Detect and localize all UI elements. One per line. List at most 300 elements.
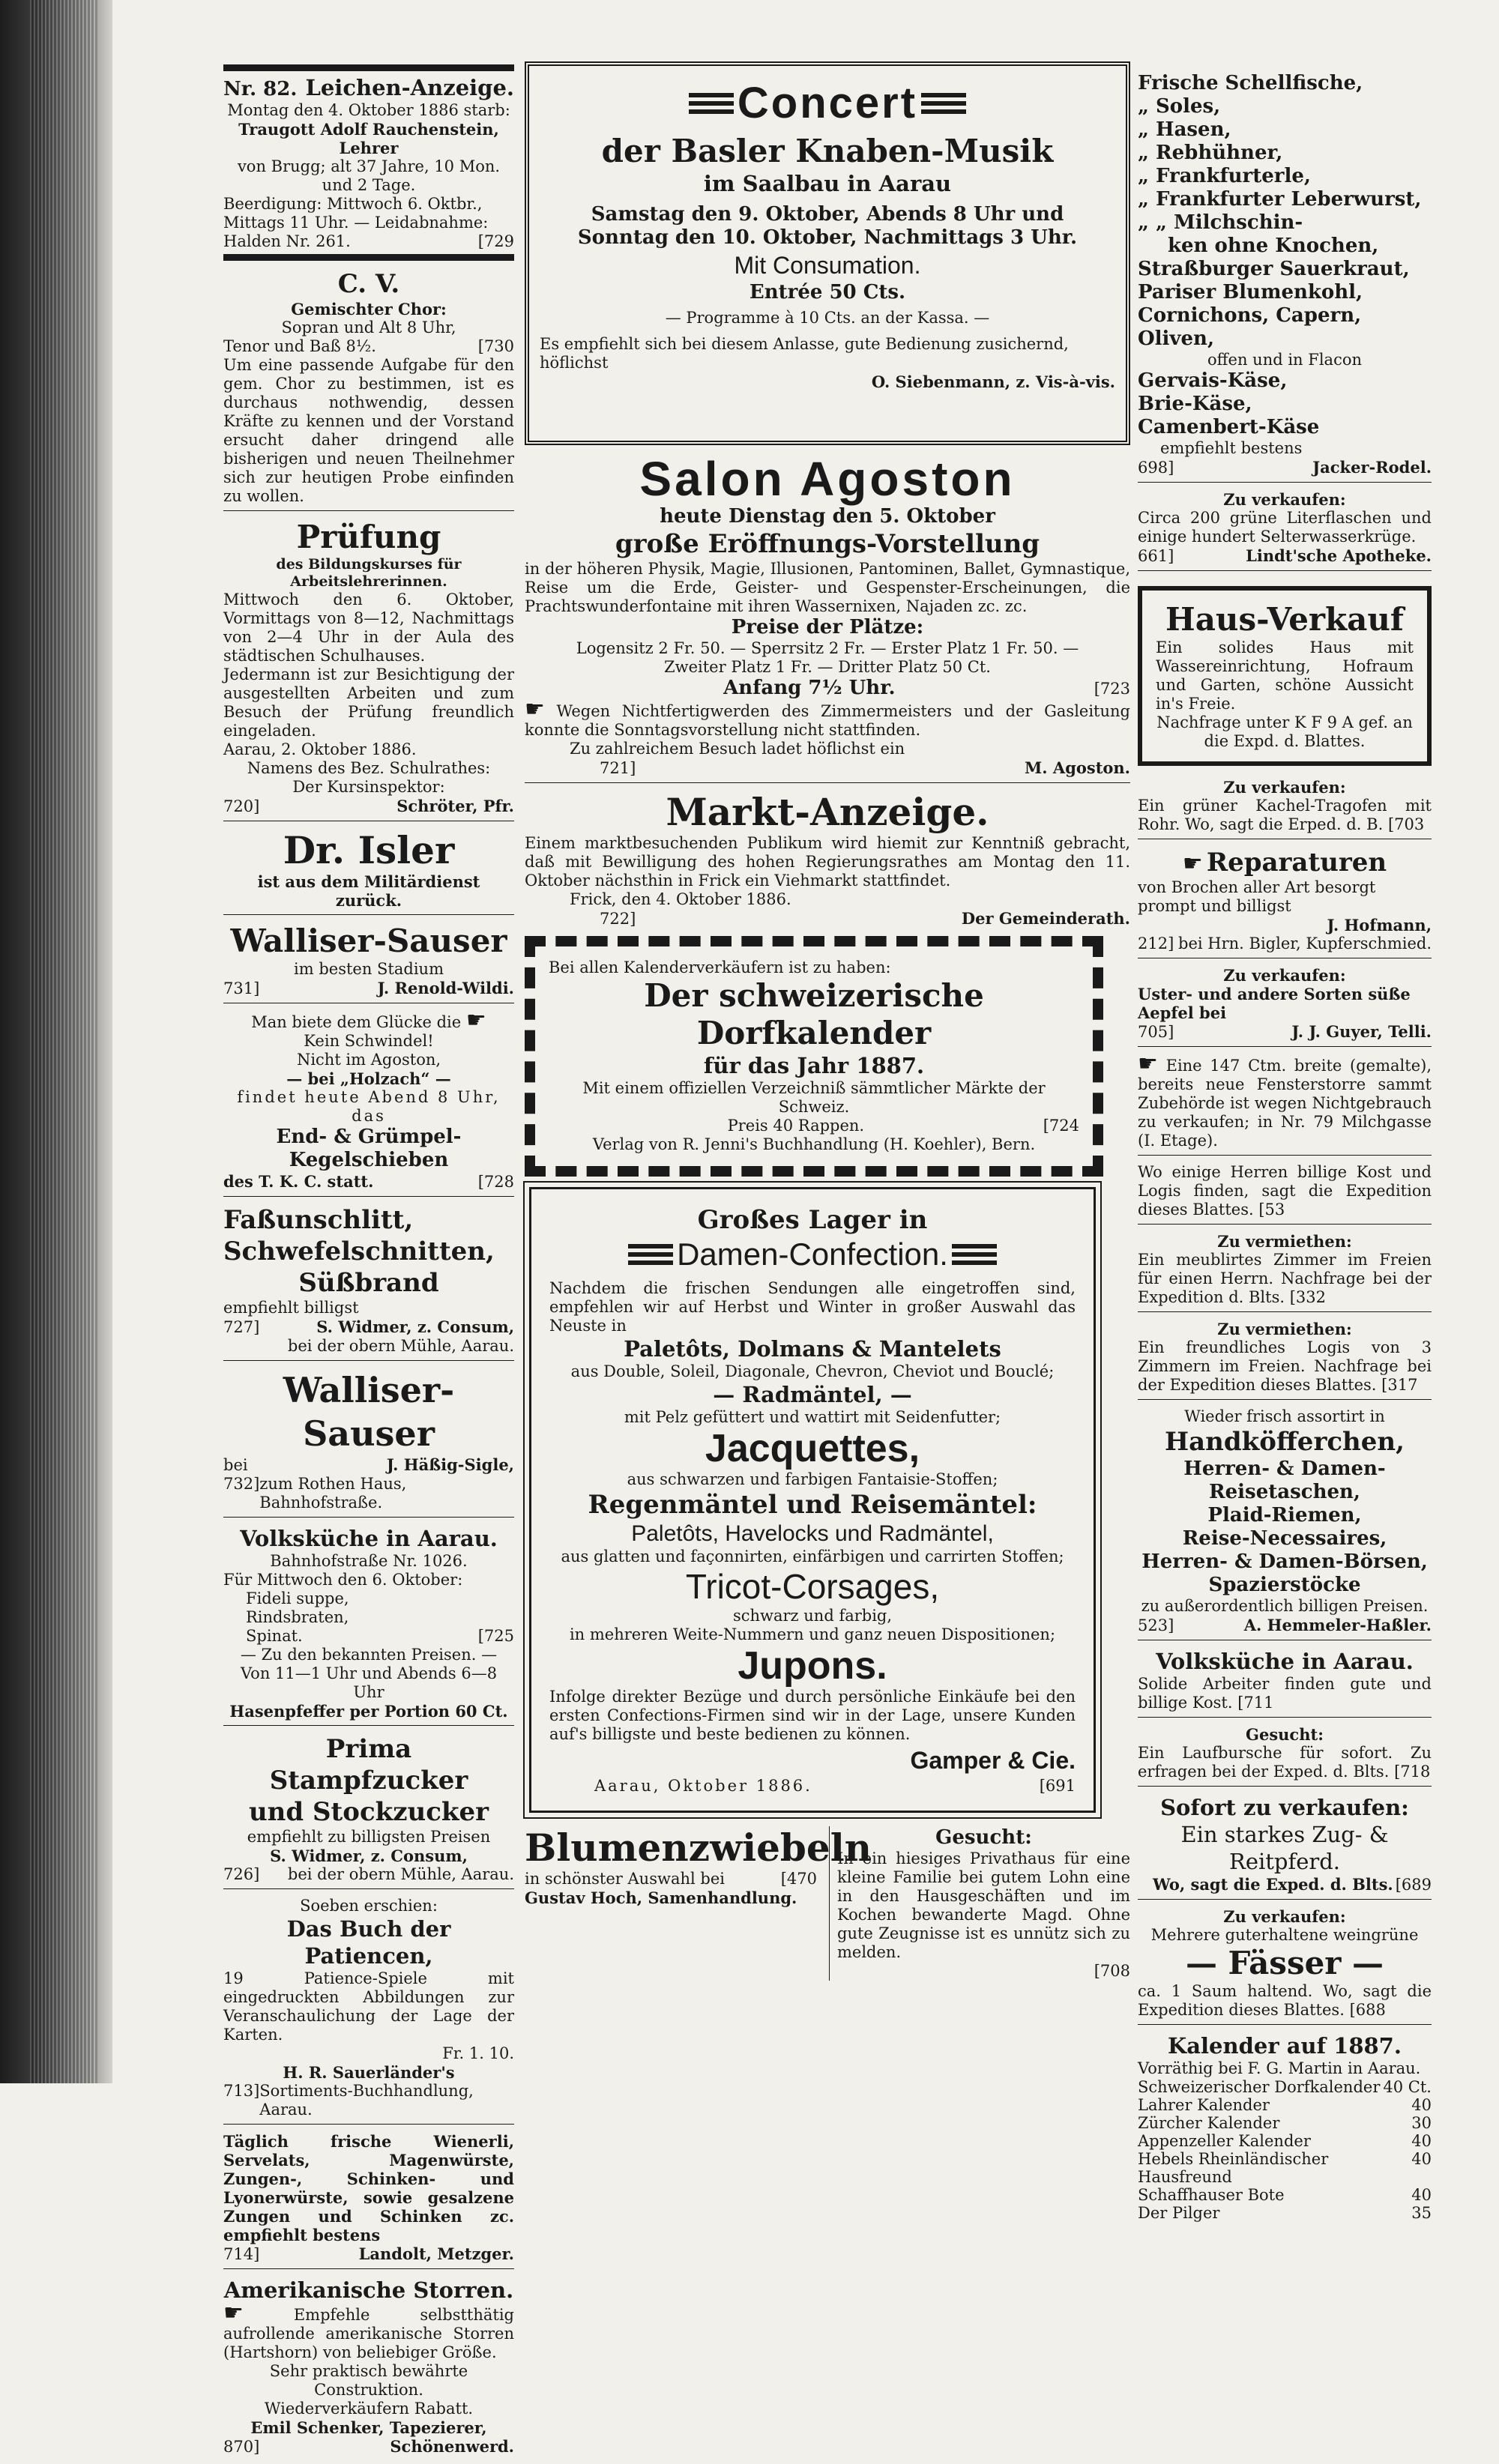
zucker-t1: Prima Stampfzucker	[269, 1734, 468, 1796]
gesucht-title: Gesucht:	[935, 1826, 1032, 1849]
rule	[1138, 1155, 1432, 1156]
dorf-ref: [724	[1043, 1117, 1079, 1135]
haus-text: Ein solides Haus mit Wassereinrichtung, Hofraum und Garten, schöne Aussicht in's Freie.	[1156, 638, 1414, 713]
kalender-row-name: Schaffhauser Bote	[1138, 2186, 1285, 2204]
volkskueche-ad-2	[1138, 1648, 1432, 1718]
sauser-ad-2	[223, 1368, 514, 1518]
bars-ornament	[921, 93, 966, 114]
fische-ref: 698]	[1138, 459, 1174, 477]
conf-item-6: Tricot-Corsages,	[685, 1567, 940, 1606]
concert-entree: Entrée 50 Cts.	[749, 281, 906, 304]
pruefung-sign-2: Der Kursinspektor:	[292, 778, 445, 796]
kalender-row	[1138, 2186, 1432, 2204]
fensterstorre-ad	[1138, 1051, 1432, 1156]
koffer-name: A. Hemmeler-Haßler.	[1243, 1616, 1432, 1634]
cv-sub: Gemischter Chor:	[291, 300, 447, 318]
pruefung-sub: des Bildungskurses für Arbeitslehrerinnen.	[276, 556, 462, 590]
pruefung-name: Schröter, Pfr.	[396, 797, 514, 815]
sauser-ad-1	[223, 923, 514, 1003]
rule	[1138, 1899, 1432, 1900]
kalender-row-price: 40	[1411, 2150, 1432, 2168]
sauser-1-sub: im besten Stadium	[294, 960, 444, 978]
conf-item-6-sub-1: schwarz und farbig,	[732, 1607, 893, 1625]
reparaturen-ad	[1138, 847, 1432, 958]
sauser-1-ref: 731]	[223, 979, 260, 997]
pruefung-place: Aarau, 2. Oktober 1886.	[223, 740, 417, 758]
kalender-row-price: 30	[1411, 2114, 1432, 2132]
fische-item: Pariser Blumenkohl,	[1138, 281, 1363, 304]
rule	[1138, 570, 1432, 571]
gesucht-magd-ad	[829, 1826, 1130, 1981]
bursche-ref: [718	[1394, 1763, 1431, 1781]
blumen-title: Blumenzwiebeln	[525, 1826, 872, 1870]
patiencen-title: Das Buch der Patiencen,	[286, 1916, 451, 1969]
patiencen-name: H. R. Sauerländer's	[283, 2063, 455, 2082]
kalender-title: Kalender auf 1887.	[1168, 2033, 1402, 2059]
faesser-text: ca. 1 Saum haltend. Wo, sagt die Expedition dieses Blattes.	[1138, 1982, 1432, 2019]
koffer-pre: Wieder frisch assortirt in	[1184, 1407, 1385, 1425]
rule	[223, 1725, 514, 1726]
conf-item-3-sub: aus schwarzen und farbigen Fantaisie-Stoffen;	[627, 1470, 998, 1488]
middle-column	[525, 61, 1130, 1981]
bars-ornament	[689, 93, 734, 114]
pferd-sub: Ein starkes Zug- & Reitpferd.	[1180, 1822, 1389, 1874]
conf-ref: [691	[1039, 1777, 1076, 1795]
cv-line-1: Sopran und Alt 8 Uhr,	[281, 318, 456, 336]
conf-firm: Gamper & Cie.	[910, 1747, 1076, 1774]
handkoefferchen-ad	[1138, 1407, 1432, 1640]
bars-ornament	[952, 1244, 997, 1265]
kalender-l1: Vorräthig bei F. G. Martin in Aarau.	[1138, 2059, 1421, 2077]
storren-l2: Sehr praktisch bewährte Construktion.	[269, 2362, 468, 2399]
lindt-name: Lindt'sche Apotheke.	[1246, 546, 1432, 565]
conf-t1: Großes Lager in	[697, 1205, 928, 1235]
rule	[1138, 2024, 1432, 2025]
conf-text: Nachdem die frischen Sendungen alle eingetroffen sind, empfehlen wir auf Herbst und Winter in großer Auswahl das Neuste in	[549, 1279, 1076, 1335]
salon-ref: [723	[1094, 680, 1130, 698]
pointing-hand-icon: ☛	[525, 696, 545, 722]
rule	[1138, 1046, 1432, 1047]
rule	[223, 1888, 514, 1889]
logis-ad	[1138, 1320, 1432, 1400]
cv-ref: [730	[477, 337, 514, 355]
kalender-row-price: 40	[1411, 2096, 1432, 2114]
landolt-ref: 714]	[223, 2245, 260, 2263]
kalender-row-name: Lahrer Kalender	[1138, 2096, 1270, 2114]
reitpferd-ad	[1138, 1794, 1432, 1900]
kalender-row	[1138, 2204, 1432, 2222]
pruefung-title: Prüfung	[296, 519, 441, 555]
kalender-row-name: Appenzeller Kalender	[1138, 2132, 1311, 2150]
volks-1-item: Rindsbraten,	[246, 1608, 349, 1626]
cv-line-2: Tenor und Baß 8½.	[223, 337, 376, 355]
fische-item: Cornichons, Capern, Oliven,	[1138, 304, 1362, 350]
kegelschieben-ad	[223, 1007, 514, 1197]
fassun-ref: 727]	[223, 1318, 260, 1336]
salon-date: heute Dienstag den 5. Oktober	[660, 505, 995, 528]
fassun-t3: Süßbrand	[298, 1268, 439, 1298]
fische-item: „ Rebhühner,	[1138, 142, 1283, 164]
dorfkalender-ad	[525, 936, 1103, 1177]
rule	[1138, 1717, 1432, 1718]
pruefung-text-2: Jedermann ist zur Besichtigung der ausgestellten Arbeiten und zum Besuch der Prüfung freundlich eingeladen.	[223, 665, 514, 740]
agoston-ref: [728	[477, 1173, 514, 1191]
volks-1-l3: — Zu den bekannten Preisen. —	[240, 1646, 498, 1664]
sauser-2-title: Walliser-Sauser	[283, 1370, 455, 1454]
logis-text: Ein freundliches Logis von 3 Zimmern im Freien. Nachfrage bei der Expedition dieses Blattes.	[1138, 1338, 1432, 1394]
volks-2-title: Volksküche in Aarau.	[1156, 1649, 1414, 1674]
markt-title: Markt-Anzeige.	[666, 790, 989, 834]
conf-item-6-sub-2: in mehreren Weite-Nummern und ganz neuen Dispositionen;	[569, 1625, 1056, 1643]
agoston-l2: Kein Schwindel!	[304, 1032, 434, 1050]
volks-1-l2: Für Mittwoch den 6. Oktober:	[223, 1571, 463, 1589]
fassun-name: S. Widmer, z. Consum,	[316, 1317, 514, 1336]
damen-confection-ad	[529, 1187, 1096, 1813]
dorf-verlag: Verlag von R. Jenni's Buchhandlung (H. Koehler), Bern.	[592, 1135, 1036, 1153]
concert-date-2: Sonntag den 10. Oktober, Nachmittags 3 Uhr.	[577, 226, 1078, 249]
agoston-l1: Man biete dem Glücke die	[251, 1013, 462, 1031]
dorf-title: Der schweizerische Dorfkalender	[644, 977, 984, 1051]
isler-title: Dr. Isler	[283, 828, 455, 872]
concert-sub: der Basler Knaben-Musik	[601, 133, 1054, 169]
koffer-l2: Plaid-Riemen,	[1207, 1504, 1362, 1527]
kalender-row-name: Schweizerischer Dorfkalender	[1138, 2078, 1381, 2096]
volks-2-text: Solide Arbeiter finden gute und billige Kost.	[1138, 1675, 1432, 1712]
schellfische-ad	[1138, 72, 1432, 483]
fische-item: „ Frankfurterle,	[1138, 165, 1311, 187]
kalender-row	[1138, 2150, 1432, 2186]
storren-addr: Schönenwerd.	[390, 2437, 514, 2456]
zimmer-text: Ein meublirtes Zimmer im Freien für einen Herrn. Nachfrage bei der Expedition d. Blts.	[1138, 1251, 1432, 1306]
leichen-line-7: Halden Nr. 261.	[223, 232, 351, 250]
rule	[223, 2124, 514, 2125]
concert-name: O. Siebenmann, z. Vis-à-vis.	[871, 372, 1115, 391]
rule	[1138, 1224, 1432, 1225]
cv-chor	[223, 268, 514, 511]
dorf-l2: Mit einem offiziellen Verzeichniß sämmtlicher Märkte der Schweiz.	[582, 1079, 1046, 1116]
zimmer-title: Zu vermiethen:	[1217, 1232, 1352, 1251]
kalender-ad	[1138, 2032, 1432, 2222]
aepfel-text: Uster- und andere Sorten süße Aepfel bei	[1138, 985, 1411, 1022]
rule	[223, 914, 514, 915]
zucker-t2: und Stockzucker	[248, 1797, 489, 1827]
fische-item: offen und in Flacon	[1207, 351, 1362, 369]
koffer-l4: Herren- & Damen-Börsen,	[1141, 1550, 1428, 1573]
fische-item: Gervais-Käse,	[1138, 369, 1288, 392]
repar-title: Reparaturen	[1206, 848, 1387, 878]
rule	[1138, 1311, 1432, 1312]
bottom-row	[525, 1826, 1130, 1981]
landolt-text: Täglich frische Wienerli, Servelats, Magenwürste, Zungen-, Schinken- und Lyonerwürste, sowie gesalzene Zungen und Schinken zc. empfiehlt bestens	[223, 2132, 514, 2244]
zucker-name: S. Widmer, z. Consum,	[270, 1847, 468, 1865]
conf-item-4: Regenmäntel und Reisemäntel:	[588, 1490, 1037, 1520]
fische-item: Frische Schellfische,	[1138, 72, 1363, 94]
conf-item-1-sub: aus Double, Soleil, Diagonale, Chevron, Cheviot und Bouclé;	[570, 1362, 1055, 1380]
rule	[223, 510, 514, 511]
kalender-row	[1138, 2096, 1432, 2114]
rule	[1138, 1786, 1432, 1787]
zucker-addr: bei der obern Mühle, Aarau.	[287, 1865, 514, 1883]
pointing-hand-icon: ☛	[223, 2300, 244, 2326]
rule	[1138, 1399, 1432, 1400]
pruefung-ref: 720]	[223, 797, 260, 815]
storren-text: Empfehle selbstthätig aufrollende amerikanische Storren (Hartshorn) von beliebiger Größe.	[223, 2306, 514, 2361]
fische-item: Camenbert-Käse	[1138, 416, 1320, 438]
kalender-row-name: Hebels Rheinländischer Hausfreund	[1138, 2150, 1329, 2186]
conf-item-7: Jupons.	[738, 1644, 887, 1688]
volks-1-item: Fideli suppe,	[246, 1589, 349, 1607]
landolt-name: Landolt, Metzger.	[358, 2244, 514, 2263]
fassun-t1: Faßunschlitt,	[223, 1205, 414, 1235]
concert-date-1: Samstag den 9. Oktober, Abends 8 Uhr und	[591, 203, 1064, 226]
pointing-hand-icon: ☛	[1138, 1051, 1158, 1077]
kachel-ref: [703	[1387, 815, 1425, 833]
storren-title: Amerikanische Storren.	[223, 2277, 514, 2303]
volks-1-l4: Von 11—1 Uhr und Abends 6—8 Uhr	[240, 1664, 498, 1701]
fische-item: „ Frankfurter Leberwurst,	[1138, 188, 1422, 211]
salon-note: Wegen Nichtfertigwerden des Zimmermeisters und der Gasleitung konnte die Sonntagsvorstellung nicht stattfinden.	[525, 702, 1130, 739]
koffer-l3: Reise-Necessaires,	[1182, 1527, 1387, 1550]
storren-ad	[223, 2277, 514, 2457]
dorf-year: für das Jahr 1887.	[703, 1053, 925, 1078]
kost-text: Wo einige Herren billige Kost und Logis finden, sagt die Expedition dieses Blattes.	[1138, 1163, 1432, 1219]
aepfel-title: Zu verkaufen:	[1223, 966, 1346, 985]
literflaschen-ad	[1138, 490, 1432, 571]
pruefung-sign-1: Namens des Bez. Schulrathes:	[247, 759, 491, 777]
faesser-ad	[1138, 1907, 1432, 2025]
salon-title: Salon Agoston	[639, 452, 1016, 506]
volks-1-l1: Bahnhofstraße Nr. 1026.	[270, 1552, 468, 1570]
kalender-row-price: 40	[1411, 2132, 1432, 2150]
faesser-l1: Mehrere guterhaltene weingrüne	[1150, 1926, 1419, 1944]
sauser-2-addr: zum Rothen Haus, Bahnhofstraße.	[259, 1475, 407, 1512]
fische-sub: empfiehlt bestens	[1160, 439, 1303, 457]
conf-item-5-sub: aus glatten und façonnirten, einfärbigen und carrirten Stoffen;	[561, 1547, 1064, 1565]
pointing-hand-icon: ☛	[1182, 851, 1203, 877]
kalender-row-price: 35	[1411, 2204, 1432, 2222]
pferd-text: Wo, sagt die Exped. d. Blts.	[1153, 1875, 1393, 1894]
leichen-anzeige	[223, 64, 514, 261]
conf-text-2: Infolge direkter Bezüge und durch persönliche Einkäufe bei den ersten Confections-Firmen sind wir in der Lage, unsere Kunden auf's billigste und beste bedienen zu können.	[549, 1688, 1076, 1743]
salon-p2: Zweiter Platz 1 Fr. — Dritter Platz 50 Ct.	[664, 658, 991, 676]
agoston-l6: End- & Grümpel-Kegelschieben	[276, 1126, 462, 1171]
logis-ref: [317	[1381, 1376, 1418, 1394]
fassun-t2: Schwefelschnitten,	[223, 1236, 495, 1266]
repar-name: J. Hofmann,	[1327, 916, 1432, 934]
lindt-ref: 661]	[1138, 547, 1174, 565]
leichen-line-3: von Brugg; alt 37 Jahre, 10 Mon.	[237, 157, 501, 175]
rule	[223, 254, 514, 261]
salon-name: M. Agoston.	[1025, 758, 1130, 777]
storren-name: Emil Schenker, Tapezierer,	[250, 2418, 487, 2437]
kalender-row-price: 40 Ct.	[1383, 2078, 1432, 2096]
leichen-line-1: Montag den 4. Oktober 1886 starb:	[227, 101, 510, 119]
koffer-l1: Herren- & Damen-Reisetaschen,	[1183, 1458, 1386, 1503]
volks-1-title: Volksküche in Aarau.	[240, 1526, 498, 1551]
laufbursche-ad	[1138, 1725, 1432, 1787]
kalender-row	[1138, 2114, 1432, 2132]
markt-place: Frick, den 4. Oktober 1886.	[570, 890, 791, 908]
rule	[1138, 482, 1432, 483]
kalender-row	[1138, 2078, 1432, 2096]
koffer-l6: zu außerordentlich billigen Preisen.	[1141, 1597, 1429, 1615]
kachelofen-ad	[1138, 778, 1432, 839]
salon-text: in der höheren Physik, Magie, Illusionen, Pantominen, Ballet, Gymnastique, Reise um die Erde, Geister- und Gespenster-Erscheinungen, die Prachtswunderfontaine mit ihren Wassernixen, Najaden zc. zc.	[525, 560, 1130, 615]
markt-anzeige-ad	[525, 791, 1130, 928]
kalender-row	[1138, 2132, 1432, 2150]
conf-item-5: Paletôts, Havelocks und Radmäntel,	[631, 1521, 994, 1546]
bars-ornament	[628, 1244, 673, 1265]
markt-name: Der Gemeinderath.	[961, 909, 1130, 928]
markt-ref: 722]	[600, 910, 636, 928]
sauser-2-name: J. Häßig-Sigle,	[386, 1455, 514, 1474]
lindt-title: Zu verkaufen:	[1223, 490, 1346, 509]
zimmer-ref: [332	[1289, 1288, 1327, 1306]
markt-text: Einem marktbesuchenden Publikum wird hiemit zur Kenntniß gebracht, daß mit Bewilligung des hohen Regierungsrathes am Montag den 11. Oktober nächsthin in Frick ein Viehmarkt stattfindet.	[525, 834, 1130, 890]
agoston-l7: des T. K. C. statt.	[223, 1172, 374, 1191]
right-column	[1138, 72, 1432, 2229]
sauser-1-name: J. Renold-Wildi.	[377, 979, 514, 997]
leichen-ref: [729	[477, 232, 514, 250]
book-spine	[0, 0, 112, 2083]
cv-title: C. V.	[337, 269, 400, 299]
pferd-ref: [689	[1395, 1876, 1432, 1894]
salon-agoston-ad	[525, 453, 1130, 783]
leichen-title: Leichen-Anzeige.	[305, 75, 514, 100]
concert-loc: im Saalbau in Aarau	[703, 171, 952, 196]
volks-1-ref: [725	[477, 1627, 514, 1645]
koffer-ref: 523]	[1138, 1616, 1174, 1634]
koffer-l5: Spazierstöcke	[1208, 1574, 1361, 1596]
volks-2-ref: [711	[1237, 1694, 1274, 1712]
cv-text: Um eine passende Aufgabe für den gem. Chor zu bestimmen, ist es durchaus nothwendig, dessen Kräfte zu kennen und der Vorstand ersucht daher dringend alle bisherigen und neuen Theilnehmer sich zur heutigen Probe einfinden zu wollen.	[223, 356, 514, 505]
fische-item: „ „ Milchschin-	[1138, 211, 1303, 234]
stampfzucker-ad	[223, 1733, 514, 1889]
fassunschlitt-ad	[223, 1204, 514, 1361]
haus-note: Nachfrage unter K F 9 A gef. an die Expd. d. Blattes.	[1156, 713, 1413, 750]
faesser-ref: [688	[1349, 2001, 1386, 2019]
conf-item-3: Jacquettes,	[705, 1427, 920, 1470]
landolt-ad	[223, 2132, 514, 2269]
fische-item: Brie-Käse,	[1138, 393, 1252, 415]
isler-ad	[223, 829, 514, 915]
fenster-text: Eine 147 Ctm. breite (gemalte), bereits neue Fensterstorre sammt Zubehörde ist wegen Nichtgebrauch zu verkaufen; in Nr. 79 Milchgasse (I. Etage).	[1138, 1057, 1432, 1150]
kalender-row-name: Zürcher Kalender	[1138, 2114, 1280, 2132]
gesucht-ref: [708	[1094, 1962, 1130, 1980]
salon-ref-2: 721]	[600, 759, 636, 777]
volks-1-item: Spinat.	[246, 1627, 303, 1645]
leichen-line-6: Mittags 11 Uhr. — Leidabnahme:	[223, 214, 489, 232]
conf-t2: Damen-Confection.	[677, 1236, 948, 1272]
rule	[223, 64, 514, 71]
leichen-line-4: und 2 Tage.	[322, 176, 416, 194]
concert-text: Es empfiehlt sich bei diesem Anlasse, gute Bedienung zusichernd, höflichst	[540, 335, 1069, 372]
bursche-text: Ein Laufbursche für sofort. Zu erfragen bei der Exped. d. Blts.	[1138, 1744, 1432, 1781]
rule	[223, 2268, 514, 2269]
repar-addr: bei Hrn. Bigler, Kupferschmied.	[1178, 934, 1432, 952]
lindt-text: Circa 200 grüne Literflaschen und einige hundert Selterwasserkrüge.	[1138, 509, 1432, 546]
kachel-text: Ein grüner Kachel-Tragofen mit Rohr. Wo, sagt die Erped. d. B.	[1138, 797, 1432, 833]
leichen-nr: Nr. 82.	[223, 78, 298, 100]
salon-preise: Preise der Plätze:	[731, 616, 924, 638]
dorf-price: Preis 40 Rappen.	[727, 1117, 865, 1135]
bursche-title: Gesucht:	[1246, 1725, 1324, 1744]
pferd-title: Sofort zu verkaufen:	[1160, 1795, 1409, 1820]
zimmer-ad	[1138, 1232, 1432, 1312]
kalender-row-price: 40	[1411, 2186, 1432, 2204]
leichen-line-2: Traugott Adolf Rauchenstein, Lehrer	[238, 120, 499, 157]
patiencen-ref: 713]	[223, 2082, 260, 2100]
left-column	[223, 61, 514, 2464]
volks-1-l5: Hasenpfeffer per Portion 60 Ct.	[229, 1702, 508, 1721]
fische-item: ken ohne Knochen,	[1168, 235, 1379, 257]
sauser-1-title: Walliser-Sauser	[230, 923, 507, 959]
leichen-line-5: Beerdigung: Mittwoch 6. Oktbr.,	[223, 195, 483, 213]
aepfel-ref: 705]	[1138, 1023, 1174, 1041]
rule	[223, 1196, 514, 1197]
fische-name: Jacker-Rodel.	[1312, 458, 1432, 477]
fische-item: „ Hasen,	[1138, 118, 1231, 141]
blumen-ref: [470	[780, 1870, 817, 1888]
isler-sub: ist aus dem Militärdienst zurück.	[257, 872, 480, 910]
spine-page-edges	[30, 0, 97, 2083]
logis-title: Zu vermiethen:	[1217, 1320, 1352, 1338]
rule	[223, 1360, 514, 1361]
patiencen-addr: Sortiments-Buchhandlung, Aarau.	[259, 2082, 474, 2119]
rule	[223, 1517, 514, 1518]
patiencen-pre: Soeben erschien:	[300, 1897, 438, 1915]
pointing-hand-icon: ☛	[465, 1007, 486, 1033]
patiencen-ad	[223, 1897, 514, 2125]
haus-title: Haus-Verkauf	[1165, 601, 1404, 638]
dorf-l1: Bei allen Kalenderverkäufern ist zu haben:	[549, 958, 891, 976]
conf-place: Aarau, Oktober 1886.	[594, 1777, 812, 1795]
fassun-addr: bei der obern Mühle, Aarau.	[287, 1337, 514, 1355]
conf-item-2: — Radmäntel, —	[713, 1382, 912, 1407]
koffer-title: Handköfferchen,	[1165, 1427, 1405, 1457]
gesucht-text: In ein hiesiges Privathaus für eine kleine Familie bei gutem Lohn eine in den Hausgeschäften und im Kochen bewanderte Magd. Ohne gute Zeugnisse ist es unnütz sich zu melden.	[837, 1849, 1130, 1961]
volkskueche-ad-1	[223, 1525, 514, 1726]
pruefung-ad	[223, 519, 514, 821]
sauser-2-pre: bei	[223, 1456, 248, 1474]
kalender-row-name: Der Pilger	[1138, 2204, 1220, 2222]
faesser-title: Zu verkaufen:	[1223, 1907, 1346, 1926]
concert-ad	[525, 61, 1130, 445]
patiencen-price: Fr. 1. 10.	[442, 2044, 514, 2062]
zucker-sub: empfiehlt zu billigsten Preisen	[247, 1828, 491, 1846]
kost-ref: [53	[1258, 1201, 1285, 1219]
repar-text: von Brochen aller Art besorgt prompt und billigst	[1138, 878, 1376, 915]
fassun-sub: empfiehlt billigst	[223, 1299, 359, 1317]
aepfel-ad	[1138, 966, 1432, 1047]
salon-inv: Zu zahlreichem Besuch ladet höflichst ein	[570, 740, 905, 758]
patiencen-text: 19 Patience-Spiele mit eingedruckten Abbildungen zur Veranschaulichung der Lage der Karten.	[223, 1969, 514, 2044]
agoston-l4: — bei „Holzach“ —	[286, 1069, 451, 1088]
salon-anfang: Anfang 7½ Uhr.	[723, 677, 896, 699]
agoston-l3: Nicht im Agoston,	[296, 1051, 441, 1069]
rule	[525, 782, 1130, 783]
salon-p1: Logensitz 2 Fr. 50. — Sperrsitz 2 Fr. — Erster Platz 1 Fr. 50. —	[576, 639, 1079, 657]
haus-verkauf-ad	[1138, 586, 1432, 766]
repar-ref: 212]	[1138, 934, 1174, 952]
blumen-name: Gustav Hoch, Samenhandlung.	[525, 1888, 797, 1907]
kachel-title: Zu verkaufen:	[1223, 778, 1346, 797]
sauser-2-ref: 732]	[223, 1475, 260, 1493]
zucker-ref: 726]	[223, 1865, 260, 1883]
pruefung-text: Mittwoch den 6. Oktober, Vormittags von 8—12, Nachmittags von 2—4 Uhr in der Aula des städtischen Schulhauses.	[223, 591, 514, 665]
fische-item: „ Soles,	[1138, 95, 1221, 118]
aepfel-name: J. J. Guyer, Telli.	[1291, 1022, 1432, 1041]
